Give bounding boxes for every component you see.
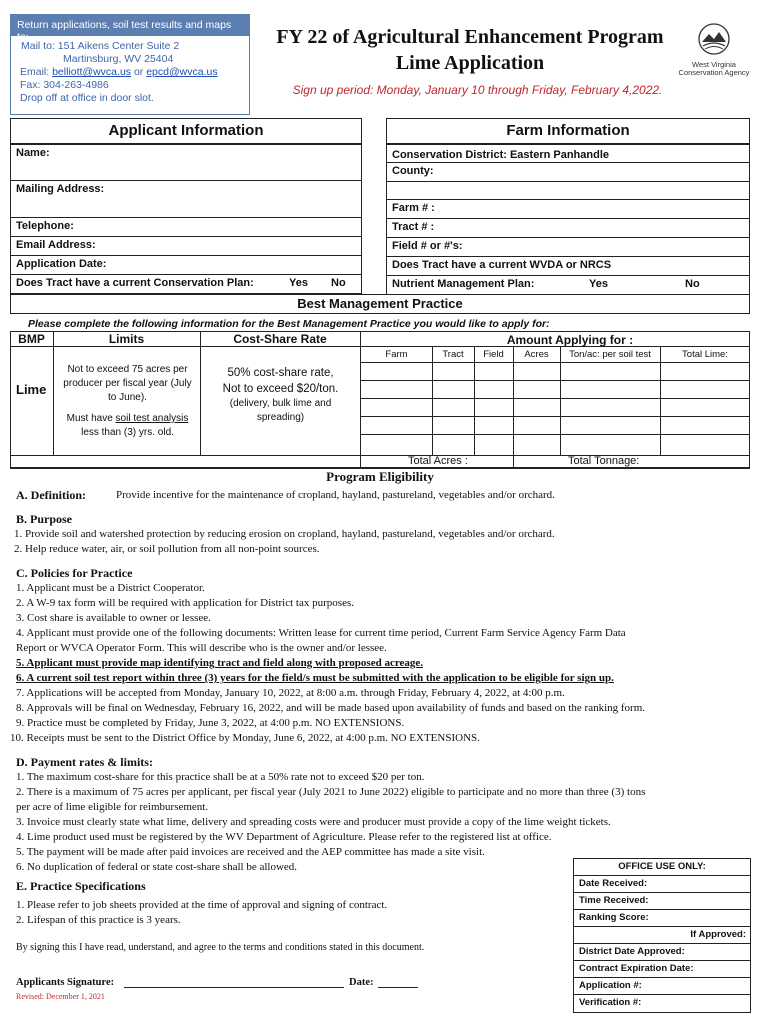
- date-line[interactable]: [378, 987, 418, 988]
- list-item: 1. Applicant must be a District Cooperator.: [16, 582, 205, 594]
- subcol-header: Tract: [442, 349, 464, 360]
- list-item: 6. No duplication of federal or state cost-share shall be allowed.: [16, 861, 298, 873]
- limits-line-5: less than (3) yrs. old.: [81, 427, 174, 438]
- signup-period: Sign up period: Monday, January 10 through Friday, February 4,2022.: [292, 83, 663, 97]
- list-item: 8. Approvals will be final on Wednesday, February 16, 2022, and will be made based upon availability of funds and based on the ranking form.: [16, 702, 646, 714]
- cons-plan-yes[interactable]: Yes: [289, 277, 308, 289]
- total-divider: [513, 455, 514, 468]
- contact-box: [10, 14, 250, 115]
- contact-email-line: [11, 66, 249, 79]
- list-item: 5. Applicant must provide map identifying tract and field along with proposed acreage.: [16, 657, 424, 669]
- farm-number-field[interactable]: [386, 200, 750, 219]
- definition-label: A. Definition:: [16, 488, 86, 502]
- list-item: Report or WVCA Operator Form. This will describe who is the owner and/or lessee.: [16, 642, 387, 654]
- col-bmp: BMP: [18, 332, 45, 346]
- total-acres: Total Acres :: [408, 455, 468, 467]
- contract-exp-field[interactable]: Contract Expiration Date:: [574, 961, 750, 978]
- if-approved-label: If Approved:: [574, 927, 750, 944]
- purpose-label: B. Purpose: [16, 512, 73, 526]
- list-item: 3. Invoice must clearly state what lime, delivery and spreading costs were and producer must provide a copy of the lime weight tickets.: [16, 816, 611, 828]
- ranking-field[interactable]: Ranking Score:: [574, 910, 750, 927]
- grid-row[interactable]: [360, 434, 750, 435]
- list-item: 1. Provide soil and watershed protection by reducing erosion on cropland, hayland, pastureland, vegetables and/or orchard.: [14, 528, 555, 540]
- email-address-label: Email Address:: [16, 239, 96, 251]
- bmp-header: Best Management Practice: [10, 294, 750, 314]
- signature-label: Applicants Signature:: [16, 977, 115, 988]
- farm-blank-row[interactable]: [386, 182, 750, 200]
- list-item: 4. Applicant must provide one of the following documents: Written lease for current time period, Current Farm Service Agency Farm Data: [16, 627, 626, 639]
- cons-plan-label: Does Tract have a current Conservation Plan:: [16, 277, 254, 289]
- grid-row[interactable]: [360, 416, 750, 417]
- subcol-header: Farm: [385, 349, 408, 360]
- grid-vline: [474, 347, 475, 455]
- eligibility-header: Program Eligibility: [326, 469, 434, 484]
- grid-vline: [513, 347, 514, 455]
- grid-vline: [660, 347, 661, 455]
- farm-header: Farm Information: [386, 118, 750, 144]
- wvda-label: Does Tract have a current WVDA or NRCS: [392, 259, 612, 271]
- mailing-label: Mailing Address:: [16, 183, 105, 195]
- contact-mail: Mail to: 151 Aikens Center Suite 2: [21, 40, 180, 52]
- logo-text-2: Conservation Agency: [678, 68, 750, 77]
- email-label: Email:: [20, 66, 53, 78]
- application-no-field[interactable]: Application #:: [574, 978, 750, 995]
- list-item: 2. Lifespan of this practice is 3 years.: [16, 914, 181, 926]
- wvca-logo: [672, 22, 756, 78]
- cons-plan-no[interactable]: No: [331, 277, 346, 289]
- limits-line-1: Not to exceed 75 acres per: [67, 364, 188, 375]
- nutrient-yes[interactable]: Yes: [589, 278, 608, 290]
- field-number-label: Field # or #'s:: [392, 240, 463, 252]
- definition-text: Provide incentive for the maintenance of cropland, hayland, pastureland, vegetables and/or orchard.: [116, 489, 555, 501]
- office-use-box: [573, 858, 751, 1013]
- practice-lime: Lime: [16, 382, 47, 397]
- list-item: 2. A W-9 tax form will be required with application for District tax purposes.: [16, 597, 354, 609]
- logo-seal-icon: [697, 22, 731, 56]
- wvda-row: [386, 257, 750, 276]
- district-field: [386, 144, 750, 163]
- conservation-plan-row: [10, 275, 362, 294]
- title-line-2: Lime Application: [395, 52, 545, 74]
- subcol-header: Ton/ac: per soil test: [569, 349, 651, 360]
- list-item: 4. Lime product used must be registered by the WV Department of Agriculture. Please refer to the registered list at office.: [16, 831, 552, 843]
- cost-line-3: (delivery, bulk lime and: [229, 398, 332, 409]
- time-received-field[interactable]: Time Received:: [574, 893, 750, 910]
- nutrient-plan-row: [386, 276, 750, 295]
- field-number-field[interactable]: [386, 238, 750, 257]
- payment-label: D. Payment rates & limits:: [16, 755, 153, 769]
- grid-row[interactable]: [360, 380, 750, 381]
- limits-line-3: to June).: [108, 392, 147, 403]
- farm-number-label: Farm # :: [392, 202, 435, 214]
- nutrient-no[interactable]: No: [685, 278, 700, 290]
- verification-no-field[interactable]: Verification #:: [579, 997, 642, 1008]
- email-link-2[interactable]: epcd@wvca.us: [146, 66, 218, 78]
- page-title: [255, 24, 685, 76]
- contact-city: Martinsburg, WV 25404: [63, 53, 174, 65]
- email-field[interactable]: [10, 237, 362, 256]
- list-item: 6. A current soil test report within three (3) years for the field/s must be submitted with the application to be eligible for sign up.: [16, 672, 614, 684]
- name-field[interactable]: [10, 144, 362, 181]
- definition-row: [16, 488, 555, 503]
- tract-number-field[interactable]: [386, 219, 750, 238]
- limits-line-4a: Must have: [66, 413, 116, 424]
- tract-number-label: Tract # :: [392, 221, 435, 233]
- col-cost: Cost-Share Rate: [233, 332, 327, 346]
- cost-text: [201, 365, 360, 425]
- grid-vline: [560, 347, 561, 455]
- cost-line-1: 50% cost-share rate,: [227, 367, 334, 379]
- signature-line[interactable]: [124, 987, 344, 988]
- limits-text: [55, 363, 200, 440]
- application-date-field[interactable]: [10, 256, 362, 275]
- list-item: 7. Applications will be accepted from Monday, January 10, 2022, at 8:00 a.m. through Friday, February 4, 2022, at 4:00 p.m.: [16, 687, 565, 699]
- list-item: 2. Help reduce water, air, or soil pollution from all non-point sources.: [14, 543, 320, 555]
- col-limits: Limits: [108, 332, 145, 346]
- logo-text-1: West Virginia: [692, 60, 736, 69]
- district-label: Conservation District: Eastern Panhandle: [392, 149, 609, 161]
- grid-row[interactable]: [360, 398, 750, 399]
- cost-line-4: spreading): [256, 412, 305, 423]
- limits-line-2: producer per fiscal year (July: [63, 378, 192, 389]
- county-label: County:: [392, 165, 434, 177]
- specs-label: E. Practice Specifications: [16, 879, 146, 893]
- applicant-header: Applicant Information: [10, 118, 362, 144]
- bmp-instruction: Please complete the following information for the Best Management Practice you would like to apply for:: [28, 318, 550, 330]
- date-label: Date:: [349, 977, 374, 988]
- grid-vline: [432, 347, 433, 455]
- email-link-1[interactable]: belliott@wvca.us: [52, 66, 132, 78]
- list-item: 1. The maximum cost-share for this practice shall be at a 50% rate not to exceed $20 per ton.: [16, 771, 425, 783]
- subcol-header: Total Lime:: [682, 349, 728, 360]
- total-tonnage: Total Tonnage:: [568, 455, 640, 467]
- nutrient-label: Nutrient Management Plan:: [392, 278, 535, 290]
- subcol-header: Acres: [524, 349, 549, 360]
- office-header: OFFICE USE ONLY:: [574, 859, 750, 876]
- telephone-label: Telephone:: [16, 220, 74, 232]
- contact-fax: Fax: 304-263-4986: [20, 79, 109, 91]
- list-item: 9. Practice must be completed by Friday, June 3, 2022, at 4:00 p.m. NO EXTENSIONS.: [16, 717, 405, 729]
- agree-text: By signing this I have read, understand, and agree to the terms and conditions stated in this document.: [16, 942, 425, 953]
- list-item: 10. Receipts must be sent to the District Office by Monday, June 6, 2022, at 4:00 p.m. NO EXTENSIONS.: [10, 732, 480, 744]
- district-date-field[interactable]: District Date Approved:: [574, 944, 750, 961]
- mailing-field[interactable]: [10, 181, 362, 218]
- cost-line-2: Not to exceed $20/ton.: [222, 383, 339, 395]
- app-date-label: Application Date:: [16, 258, 107, 270]
- policies-label: C. Policies for Practice: [16, 566, 133, 580]
- list-item: 1. Please refer to job sheets provided at the time of approval and signing of contract.: [16, 899, 388, 911]
- revised-date: Revised: December 1, 2021: [16, 992, 105, 1001]
- list-item: 5. The payment will be made after paid invoices are received and the AEP committee has made a site visit.: [16, 846, 485, 858]
- contact-header: Return applications, soil test results and maps to:: [11, 15, 249, 36]
- date-received-field[interactable]: Date Received:: [574, 876, 750, 893]
- telephone-field[interactable]: [10, 218, 362, 237]
- contact-drop: Drop off at office in door slot.: [20, 92, 154, 104]
- name-label: Name:: [16, 147, 50, 159]
- county-field[interactable]: [386, 163, 750, 182]
- title-line-1: FY 22 of Agricultural Enhancement Program: [276, 26, 664, 48]
- list-item: per acre of lime eligible for reimbursement.: [16, 801, 209, 813]
- subcol-header: Field: [483, 349, 504, 360]
- list-item: 2. There is a maximum of 75 acres per applicant, per fiscal year (July 2021 to June 2022) eligible to participate and no more than three (3) tons: [16, 786, 646, 798]
- email-or: or: [131, 66, 147, 78]
- soil-test-link: soil test analysis: [115, 413, 189, 424]
- list-item: 3. Cost share is available to owner or lessee.: [16, 612, 211, 624]
- col-amount: Amount Applying for :: [506, 333, 634, 347]
